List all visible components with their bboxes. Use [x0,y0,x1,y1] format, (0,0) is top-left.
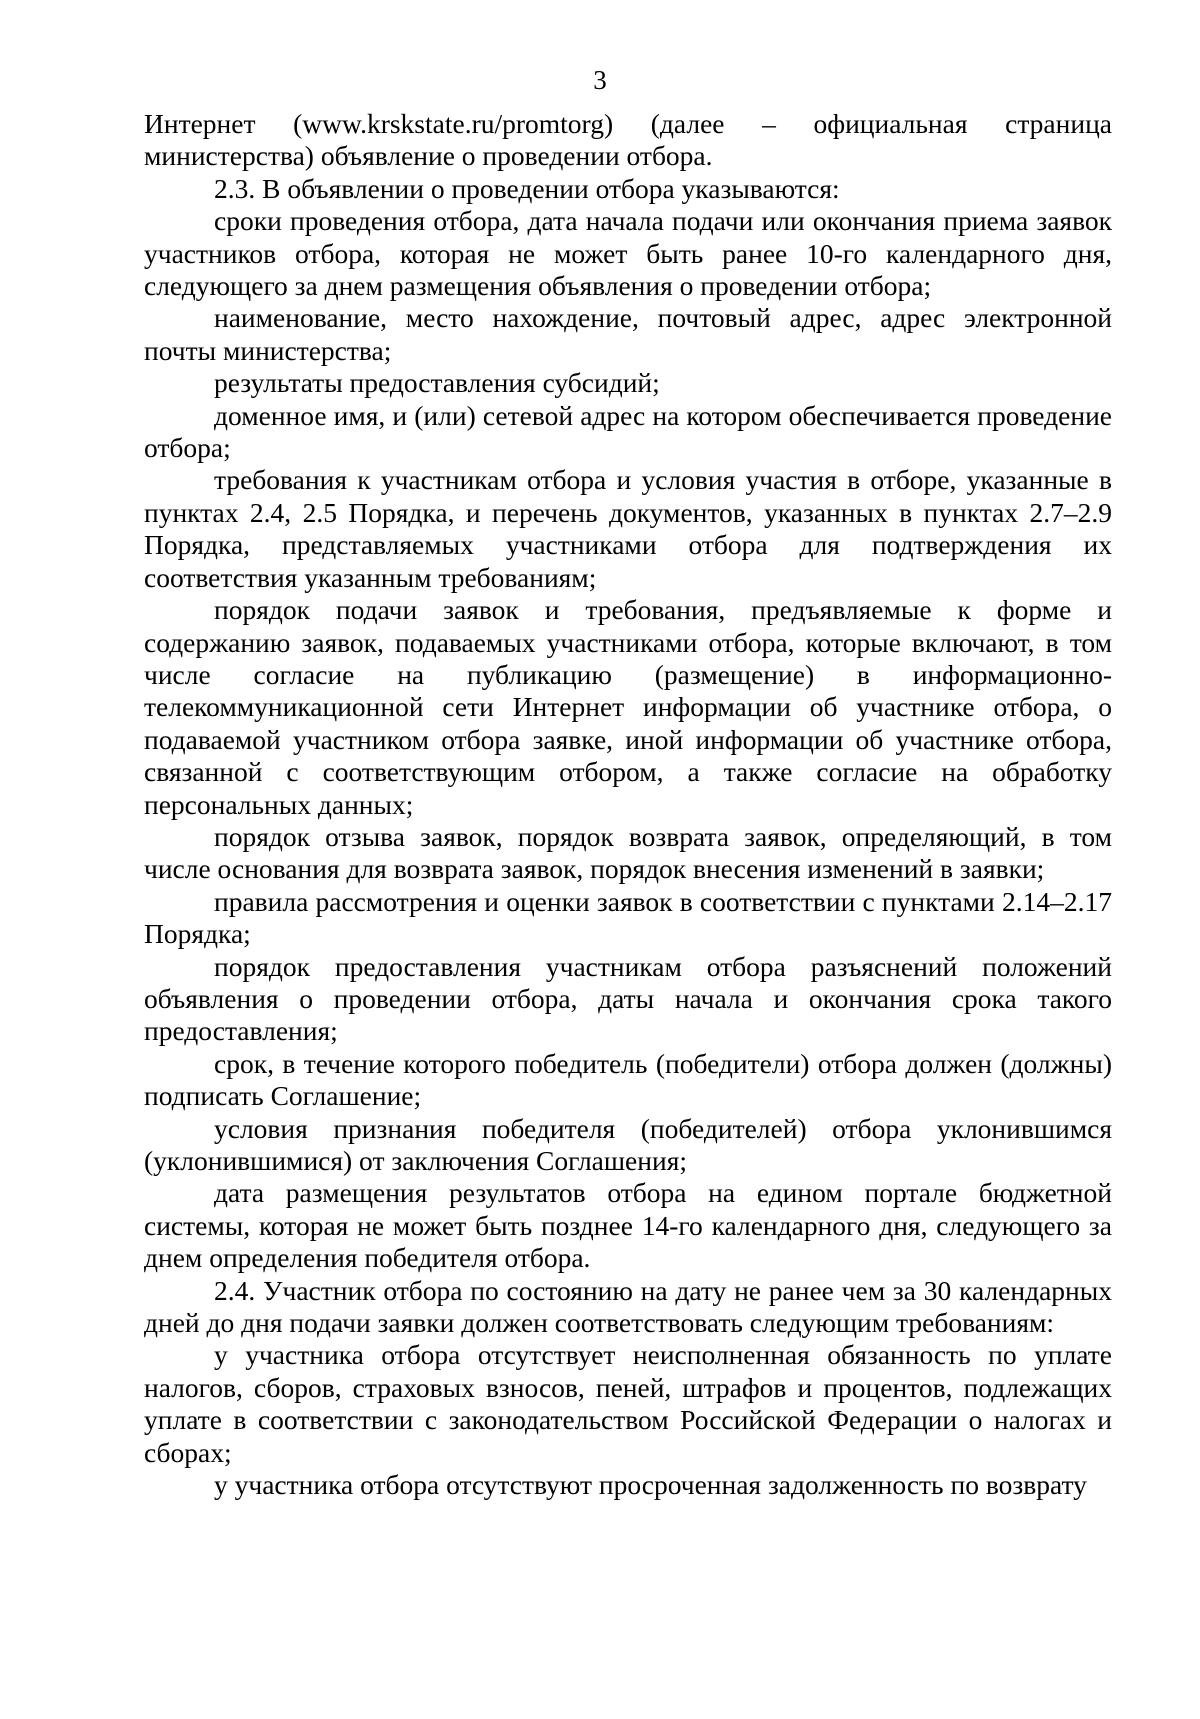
paragraph-tax-obligations: у участника отбора отсутствует неисполненная обязанность по уплате налогов, сборов, страховых взносов, пеней, штрафов и процентов, подлежащих уплате в соответствии с законодательством Российской Федерации о налогах и сборах; [144,1339,1112,1468]
paragraph-application-withdrawal: порядок отзыва заявок, порядок возврата заявок, определяющий, в том числе основания для возврата заявок, порядок внесения изменений в заявки; [144,820,1112,885]
page-number: 3 [593,65,607,95]
paragraph-signing-deadline: срок, в течение которого победитель (победители) отбора должен (должны) подписать Соглашение; [144,1047,1112,1112]
paragraph-application-procedure: порядок подачи заявок и требования, предъявляемые к форме и содержанию заявок, подаваемых участниками отбора, которые включают, в том числе согласие на публикацию (размещение) в информационно-телекоммуникационной сети Интернет информации об участнике отбора, о подаваемой участником отбора заявке, иной информации об участнике отбора, связанной с соответствующим отбором, а также согласие на обработку персональных данных; [144,594,1112,820]
paragraph-2-3-heading: 2.3. В объявлении о проведении отбора указываются: [214,172,840,204]
paragraph-subsidy-results: результаты предоставления субсидий; [214,367,660,399]
paragraph-domain-name: доменное имя, и (или) сетевой адрес на котором обеспечивается проведение отбора; [144,399,1112,464]
paragraph-clarifications: порядок предоставления участникам отбора разъяснений положений объявления о проведении отбора, даты начала и окончания срока такого предоставления; [144,950,1112,1047]
paragraph-internet-page: Интернет (www.krskstate.ru/promtorg) (далее – официальная страница министерства) объявление о проведении отбора. [144,108,1112,172]
paragraph-overdue-debt: у участника отбора отсутствуют просроченная задолженность по возврату [214,1469,1087,1501]
document-body [144,108,1112,1501]
paragraph-selection-dates: сроки проведения отбора, дата начала подачи или окончания приема заявок участников отбора, которая не может быть ранее 10-го календарного дня, следующего за днем размещения объявления о проведении отбора; [144,205,1112,302]
paragraph-2-4-heading: 2.4. Участник отбора по состоянию на дату не ранее чем за 30 календарных дней до дня подачи заявки должен соответствовать следующим требованиям: [144,1274,1112,1339]
paragraph-ministry-address: наименование, место нахождение, почтовый адрес, адрес электронной почты министерства; [144,302,1112,366]
paragraph-evasion-conditions: условия признания победителя (победителей) отбора уклонившимся (уклонившимися) от заключения Соглашения; [144,1112,1112,1176]
paragraph-results-publication: дата размещения результатов отбора на едином портале бюджетной системы, которая не может быть позднее 14-го календарного дня, следующего за днем определения победителя отбора. [144,1177,1112,1274]
paragraph-participant-requirements: требования к участникам отбора и условия участия в отборе, указанные в пунктах 2.4, 2.5 Порядка, и перечень документов, указанных в пунктах 2.7–2.9 Порядка, представляемых участниками отбора для подтверждения их соответствия указанным требованиям; [144,464,1112,593]
paragraph-review-rules: правила рассмотрения и оценки заявок в соответствии с пунктами 2.14–2.17 Порядка; [144,885,1112,950]
